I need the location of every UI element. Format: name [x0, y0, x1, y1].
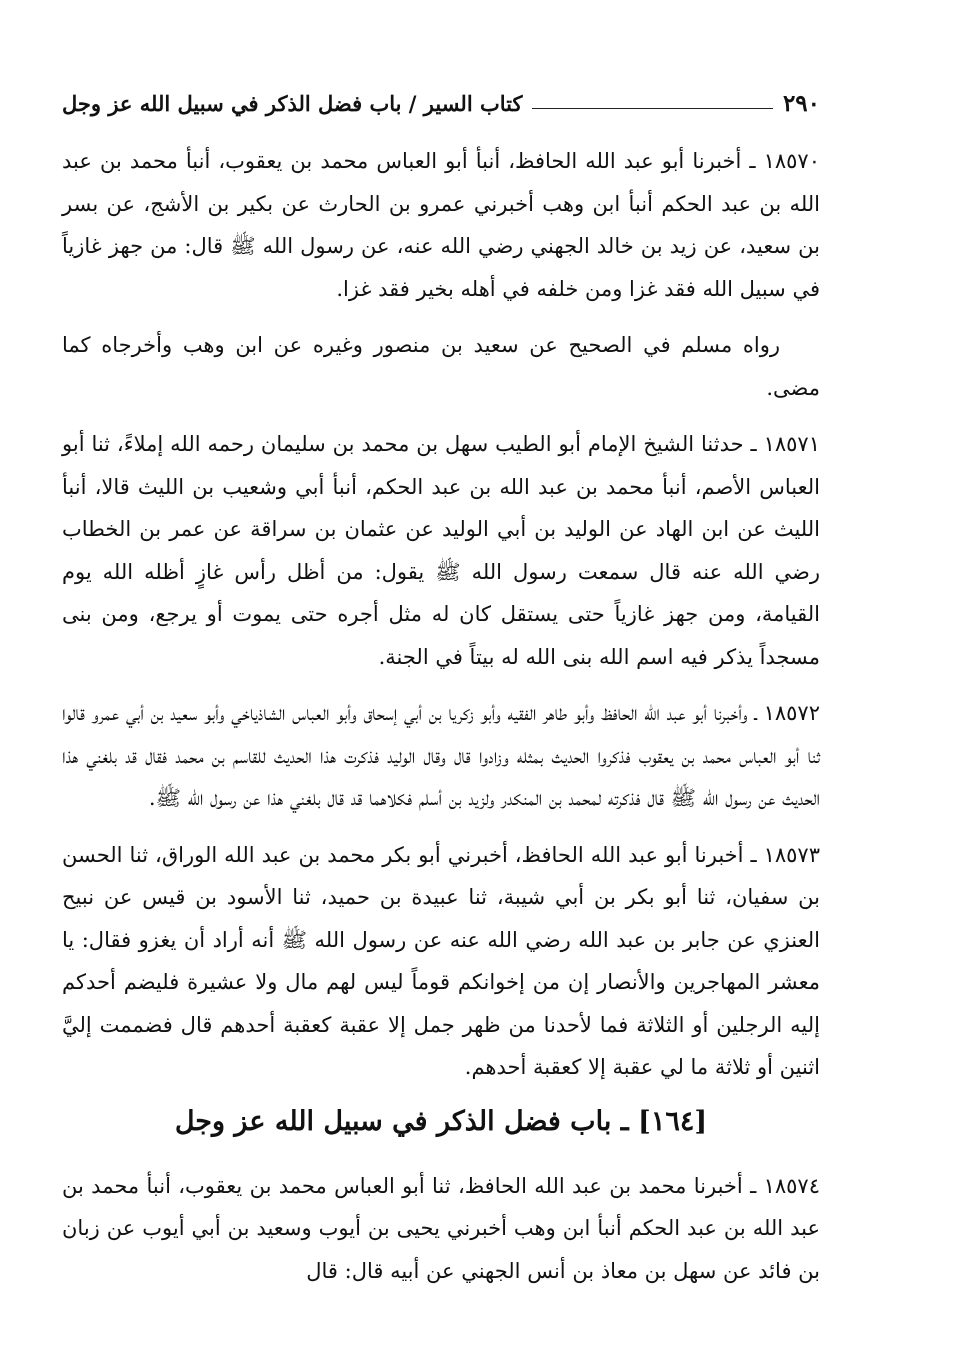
- chapter-heading: [١٦٤] ـ باب فضل الذكر في سبيل الله عز وجل: [174, 1105, 708, 1137]
- hadith-18573: ١٨٥٧٣ ـ أخبرنا أبو عبد الله الحافظ، أخبرني أبو بكر محمد بن عبد الله الوراق، ثنا الحسن بن سفيان، ثنا أبو بكر بن أبي شيبة، ثنا عبيدة بن حميد، ثنا الأسود بن قيس عن نبيح العنزي عن جابر بن عبد الله رضي الله عنه عن رسول الله ﷺ أنه أراد أن يغزو فقال: يا معشر المهاجرين والأنصار إن من إخوانكم قوماً ليس لهم مال ولا عشيرة فليضم أحدكم إليه الرجلين أو الثلاثة فما لأحدنا من ظهر جمل إلا عقبة كعقبة أحدهم قال فضممت إليَّ اثنين أو ثلاثة ما لي عقبة إلا كعقبة أحدهم.: [62, 842, 820, 1079]
- hadith-18571: ١٨٥٧١ ـ حدثنا الشيخ الإمام أبو الطيب سهل بن محمد بن سليمان رحمه الله إملاءً، ثنا أبو العباس الأصم، أنبأ محمد بن عبد الله بن عبد الحكم، أنبأ أبي وشعيب بن الليث قالا، أنبأ الليث عن ابن الهاد عن الوليد بن أبي الوليد عن عثمان بن سراقة عن عمر بن الخطاب رضي الله عنه قال سمعت رسول الله ﷺ يقول: من أظل رأس غازٍ أظله الله يوم القيامة، ومن جهز غازياً حتى يستقل كان له مثل أجره حتى يموت أو يرجع، ومن بنى مسجداً يذكر فيه اسم الله بنى الله له بيتاً في الجنة.: [62, 432, 820, 669]
- running-title: كتاب السير / باب فضل الذكر في سبيل الله عز وجل: [62, 90, 523, 116]
- hadith-18572: ١٨٥٧٢ ـ وأخبرنا أبو عبد الله الحافظ وأبو طاهر الفقيه وأبو زكريا بن أبي إسحاق وأبو العباس الشاذياخي وأبو سعيد بن أبي عمرو قالوا ثنا أبو العباس محمد بن يعقوب فذكروا الحديث بمثله وزادوا قال وقال الوليد فذكرت هذا الحديث للقاسم بن محمد فقال قد بلغني هذا الحديث عن رسول الله ﷺ قال فذكرته لمحمد بن المنكدر ولزيد بن أسلم فكلاهما قد قال بلغني هذا عن رسول الله ﷺ.: [62, 701, 820, 810]
- header-rule: [532, 108, 772, 109]
- running-header: [62, 86, 820, 120]
- hadith-18570: ١٨٥٧٠ ـ أخبرنا أبو عبد الله الحافظ، أنبأ أبو العباس محمد بن يعقوب، أنبأ محمد بن عبد الله بن عبد الحكم أنبأ ابن وهب أخبرني عمرو بن الحارث عن بكير بن الأشج، عن بسر بن سعيد، عن زيد بن خالد الجهني رضي الله عنه، عن رسول الله ﷺ قال: من جهز غازياً في سبيل الله فقد غزا ومن خلفه في أهله بخير فقد غزا.: [62, 149, 820, 301]
- page-number: ٢٩٠: [782, 89, 820, 117]
- commentary-paragraph: رواه مسلم في الصحيح عن سعيد بن منصور وغيره عن ابن وهب وأخرجاه كما مضى.: [62, 333, 820, 400]
- text-body: [62, 140, 820, 1292]
- hadith-18574: ١٨٥٧٤ ـ أخبرنا محمد بن عبد الله الحافظ، ثنا أبو العباس محمد بن يعقوب، أنبأ محمد بن عبد الله بن عبد الحكم أنبأ ابن وهب أخبرني يحيى بن أيوب وسعيد بن أبي أيوب عن زبان بن فائد عن سهل بن معاذ بن أنس الجهني عن أبيه قال: قال: [62, 1173, 820, 1283]
